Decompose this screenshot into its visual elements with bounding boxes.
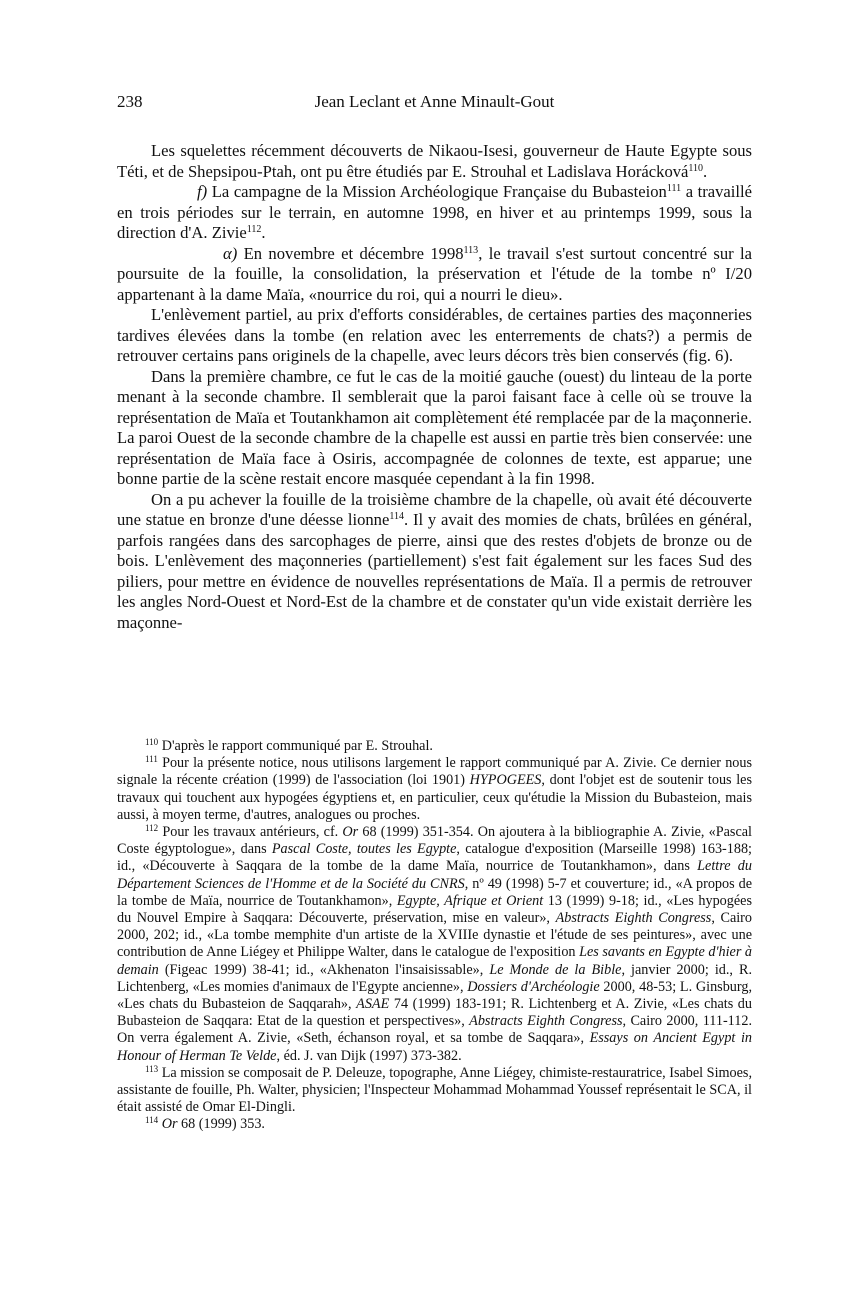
footnote-112: $^{112}$ Pour les travaux antérieurs, cf. Or 68 (1999) 351-354. On ajoutera à la bibliographie A. Zivie, «Pascal Coste égyptologue», dans Pascal Coste, toutes les Egypte, catalogue d'exposition (Marseille 1998) 163-188; id., «Découverte à Saqqara de la tombe de la dame Maïa, nourrice de Toutankhamon», dans Lettre du Département Sciences de l'Homme et de la Société du CNRS, nº 49 (1998) 5-7 et couverture; id., «A propos de la tombe de Maïa, nourrice de Toutankhamon», Egypte, Afrique et Orient 13 (1999) 9-18; id., «Les hypogées du Nouvel Empire à Saqqara: Découverte, préservation, mise en valeur», Abstracts Eighth Congress, Cairo 2000, 202; id., «La tombe memphite d'un artiste de la XVIIIe dynastie et l'étude de ses peintures», avec une contribution de Anne Liégey et Philippe Walter, dans le catalogue de l'exposition Les savants en Egypte d'hier à demain (Figeac 1999) 38-41; id., «Akhenaton l'insaisissable», Le Monde de la Bible, janvier 2000; id., R. Lichtenberg, «Les momies d'animaux de l'Egypte ancienne», Dossiers d'Archéologie 2000, 48-53; L. Ginsburg, «Les chats du Bubasteion de Saqqarah», ASAE 74 (1999) 183-191; R. Lichtenberg et A. Zivie, «Les chats du Bubasteion de Saqqara: Etat de la question et perspectives», Abstracts Eighth Congress, Cairo 2000, 111-112. On verra également A. Zivie, «Seth, échanson royal, et sa tombe de Saqqara», Essays on Ancient Egypt in Honour of Herman Te Velde, éd. J. van Dijk (1997) 373-382. <box>117 823 753 1064</box>
footnote-110: $^{110}$ D'après le rapport communiqué par E. Strouhal. <box>145 737 433 754</box>
paragraph-masonry: L'enlèvement partiel, au prix d'efforts considérables, de certaines parties des maçonneries tardives élevées dans la tombe (en relation avec les enterrements de chats?) a permis de retrouver certains pans originels de la chapelle, avec leurs décors très bien conservés (fig. 6). <box>117 305 752 365</box>
section-label-alpha: α) <box>223 243 238 263</box>
footnote-ref-111[interactable]: 111 <box>666 183 682 194</box>
running-title: Jean Leclant et Anne Minault-Gout <box>314 92 555 111</box>
footnote-114: $^{114}$ Or 68 (1999) 353. <box>145 1115 265 1133</box>
footnotes <box>117 738 752 1134</box>
paragraph-skeletons: Les squelettes récemment découverts de Nikaou-Isesi, gouverneur de Haute Egypte sous Téti, et de Shepsipou-Ptah, ont pu être étudiés par E. Strouhal et Ladislava Horácková$^{110}$. <box>117 141 752 181</box>
page-number: 238 <box>117 92 143 111</box>
main-text <box>117 141 752 633</box>
footnote-111: $^{111}$ Pour la présente notice, nous utilisons largement le rapport communiqué par A. Zivie. Ce dernier nous signale la récente création (1999) de l'association (loi 1901) HYPOGEES, dont l'objet est de soutenir tous les travaux qui touchent aux hypogées égyptiens et, en particulier, ceux qu'étudie la Mission du Bubasteion, mais aussi, à moyen terme, d'autres, analogues ou proches. <box>117 754 753 823</box>
paragraph-first-chamber: Dans la première chambre, ce fut le cas de la moitié gauche (ouest) du linteau de la porte menant à la seconde chambre. Il semblerait que la paroi faisant face à celle où se trouve la représentation de Maïa et Toutankhamon ait complètement été remplacée par de la maçonnerie. La paroi Ouest de la seconde chambre de la chapelle est aussi en partie très bien conservée: une représentation de Maïa face à Osiris, accompagnée de colonnes de texte, est apparue; une bonne partie de la scène restait encore masquée cependant à la fin 1998. <box>117 366 752 488</box>
footnote-113: $^{113}$ La mission se composait de P. Deleuze, topographe, Anne Liégey, chimiste-restauratrice, Isabel Simoes, assistante de fouille, Ph. Walter, physicien; l'Inspecteur Mohammad Mohammad Youssef représentait le SCA, il était assisté de Omar El-Dingli. <box>117 1063 753 1116</box>
paragraph-campaign-1998: α) En novembre et décembre 1998$^{113}$, le travail s'est surtout concentré sur la poursuite de la fouille, la consolidation, la préservation et l'étude de la tombe nº I/20 appartenant à la dame Maïa, «nourrice du roi, qui a nourri le dieu». <box>117 243 753 304</box>
footnote-ref-110[interactable]: 110 <box>688 162 704 174</box>
section-label-f: f) <box>197 182 208 201</box>
running-header <box>117 92 752 118</box>
paragraph-third-chamber: On a pu achever la fouille de la troisième chambre de la chapelle, où avait été découverte une statue en bronze d'une déesse lionne$^{114}$. Il y avait des momies de chats, brûlées en général, parfois rangées dans des sarcophages de pierre, ainsi que des restes d'objets de bronze ou de bois. L'enlèvement des maçonneries (partiellement) s'est fait également sur les faces Sud des piliers, pour mettre en évidence de nouvelles représentations de Maïa. Il a permis de retrouver les angles Nord-Ouest et Nord-Est de la chambre et de constater qu'un vide existait derrière les maçonne- <box>117 489 752 632</box>
footnote-ref-112[interactable]: 112 <box>246 224 262 235</box>
footnote-ref-114[interactable]: 114 <box>389 511 404 522</box>
footnote-ref-113[interactable]: 113 <box>463 244 479 256</box>
paragraph-bubasteion: f) La campagne de la Mission Archéologique Française du Bubasteion$^{111}$ a travaillé en trois périodes sur le terrain, en automne 1998, en hiver et au printemps 1999, sous la direction d'A. Zivie$^{112}$. <box>117 182 752 242</box>
